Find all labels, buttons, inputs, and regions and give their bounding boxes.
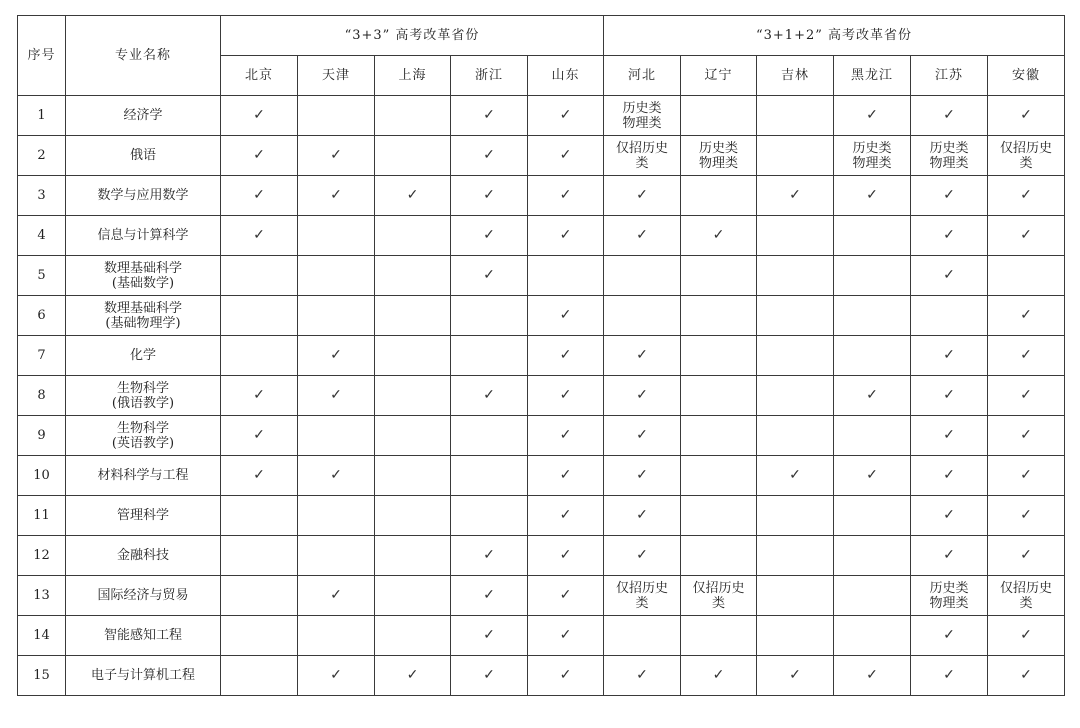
table-row xyxy=(18,376,1065,416)
table-row xyxy=(18,216,1065,256)
province-cell: 仅招历史 类 xyxy=(988,136,1065,176)
check-mark-icon: ✓ xyxy=(221,416,298,456)
check-mark-icon: ✓ xyxy=(911,256,988,296)
check-mark-icon: ✓ xyxy=(451,576,528,616)
check-mark-icon: ✓ xyxy=(988,656,1065,696)
check-mark-icon: ✓ xyxy=(298,136,375,176)
table-row xyxy=(18,536,1065,576)
province-cell xyxy=(757,96,834,136)
province-cell xyxy=(375,416,451,456)
header-province: 辽宁 xyxy=(681,56,757,96)
check-mark-icon: ✓ xyxy=(451,616,528,656)
check-mark-icon: ✓ xyxy=(221,96,298,136)
check-mark-icon: ✓ xyxy=(834,376,911,416)
province-cell xyxy=(451,336,528,376)
province-cell xyxy=(681,376,757,416)
row-number: 5 xyxy=(18,256,66,296)
row-number: 15 xyxy=(18,656,66,696)
province-cell xyxy=(757,296,834,336)
header-province: 江苏 xyxy=(911,56,988,96)
province-cell: 历史类 物理类 xyxy=(834,136,911,176)
check-mark-icon: ✓ xyxy=(911,536,988,576)
check-mark-icon: ✓ xyxy=(221,456,298,496)
check-mark-icon: ✓ xyxy=(757,176,834,216)
check-mark-icon: ✓ xyxy=(911,176,988,216)
province-cell xyxy=(757,256,834,296)
province-cell xyxy=(834,536,911,576)
row-number: 14 xyxy=(18,616,66,656)
province-cell xyxy=(681,176,757,216)
header-province: 天津 xyxy=(298,56,375,96)
province-cell xyxy=(375,376,451,416)
province-cell xyxy=(221,656,298,696)
check-mark-icon: ✓ xyxy=(757,656,834,696)
province-cell xyxy=(834,416,911,456)
check-mark-icon: ✓ xyxy=(528,336,604,376)
province-cell xyxy=(221,536,298,576)
province-cell xyxy=(375,456,451,496)
row-number: 2 xyxy=(18,136,66,176)
table-row xyxy=(18,176,1065,216)
header-group-3-3: “3+3” 高考改革省份 xyxy=(221,16,604,56)
province-cell xyxy=(221,496,298,536)
major-admission-table xyxy=(17,15,1065,696)
province-cell xyxy=(681,456,757,496)
province-cell: 历史类 物理类 xyxy=(604,96,681,136)
check-mark-icon: ✓ xyxy=(604,216,681,256)
province-cell xyxy=(834,616,911,656)
province-cell xyxy=(681,536,757,576)
check-mark-icon: ✓ xyxy=(988,176,1065,216)
province-cell: 历史类 物理类 xyxy=(681,136,757,176)
table-row xyxy=(18,576,1065,616)
check-mark-icon: ✓ xyxy=(757,456,834,496)
check-mark-icon: ✓ xyxy=(528,656,604,696)
header-group-3-1-2: “3+1+2” 高考改革省份 xyxy=(604,16,1065,56)
check-mark-icon: ✓ xyxy=(834,176,911,216)
check-mark-icon: ✓ xyxy=(988,216,1065,256)
province-cell xyxy=(604,256,681,296)
major-name: 化学 xyxy=(66,336,221,376)
check-mark-icon: ✓ xyxy=(221,136,298,176)
province-cell xyxy=(298,256,375,296)
province-cell xyxy=(757,616,834,656)
check-mark-icon: ✓ xyxy=(451,656,528,696)
check-mark-icon: ✓ xyxy=(988,376,1065,416)
header-province: 黑龙江 xyxy=(834,56,911,96)
province-cell xyxy=(375,336,451,376)
province-cell xyxy=(681,256,757,296)
check-mark-icon: ✓ xyxy=(988,616,1065,656)
check-mark-icon: ✓ xyxy=(298,176,375,216)
check-mark-icon: ✓ xyxy=(528,96,604,136)
row-number: 12 xyxy=(18,536,66,576)
check-mark-icon: ✓ xyxy=(604,656,681,696)
check-mark-icon: ✓ xyxy=(911,656,988,696)
major-name: 智能感知工程 xyxy=(66,616,221,656)
province-cell: 历史类 物理类 xyxy=(911,576,988,616)
province-cell xyxy=(375,96,451,136)
check-mark-icon: ✓ xyxy=(604,176,681,216)
major-name: 数学与应用数学 xyxy=(66,176,221,216)
province-cell xyxy=(298,616,375,656)
province-cell xyxy=(298,496,375,536)
check-mark-icon: ✓ xyxy=(988,96,1065,136)
table-row xyxy=(18,616,1065,656)
province-cell xyxy=(988,256,1065,296)
check-mark-icon: ✓ xyxy=(604,536,681,576)
check-mark-icon: ✓ xyxy=(451,96,528,136)
province-cell xyxy=(604,616,681,656)
header-seq: 序号 xyxy=(18,16,66,96)
province-cell xyxy=(221,616,298,656)
check-mark-icon: ✓ xyxy=(221,176,298,216)
check-mark-icon: ✓ xyxy=(604,496,681,536)
table-row xyxy=(18,336,1065,376)
check-mark-icon: ✓ xyxy=(528,536,604,576)
row-number: 13 xyxy=(18,576,66,616)
table-row xyxy=(18,416,1065,456)
province-cell xyxy=(298,536,375,576)
row-number: 4 xyxy=(18,216,66,256)
check-mark-icon: ✓ xyxy=(451,376,528,416)
header-province: 山东 xyxy=(528,56,604,96)
province-cell xyxy=(221,256,298,296)
check-mark-icon: ✓ xyxy=(298,656,375,696)
province-cell xyxy=(375,496,451,536)
province-cell xyxy=(375,536,451,576)
header-province: 浙江 xyxy=(451,56,528,96)
province-cell xyxy=(298,416,375,456)
major-name: 管理科学 xyxy=(66,496,221,536)
table-row xyxy=(18,136,1065,176)
check-mark-icon: ✓ xyxy=(911,216,988,256)
major-name: 国际经济与贸易 xyxy=(66,576,221,616)
province-cell xyxy=(221,336,298,376)
province-cell xyxy=(834,496,911,536)
province-cell xyxy=(757,376,834,416)
header-province: 安徽 xyxy=(988,56,1065,96)
check-mark-icon: ✓ xyxy=(451,136,528,176)
province-cell xyxy=(681,96,757,136)
province-cell xyxy=(757,416,834,456)
major-name: 经济学 xyxy=(66,96,221,136)
major-name: 电子与计算机工程 xyxy=(66,656,221,696)
check-mark-icon: ✓ xyxy=(298,376,375,416)
check-mark-icon: ✓ xyxy=(604,336,681,376)
check-mark-icon: ✓ xyxy=(604,456,681,496)
province-cell xyxy=(451,416,528,456)
check-mark-icon: ✓ xyxy=(298,576,375,616)
province-cell: 仅招历史 类 xyxy=(604,576,681,616)
province-cell xyxy=(604,296,681,336)
province-cell xyxy=(757,216,834,256)
check-mark-icon: ✓ xyxy=(528,496,604,536)
province-cell xyxy=(834,256,911,296)
major-name: 数理基础科学 (基础数学) xyxy=(66,256,221,296)
check-mark-icon: ✓ xyxy=(911,416,988,456)
check-mark-icon: ✓ xyxy=(834,96,911,136)
province-cell xyxy=(375,216,451,256)
row-number: 11 xyxy=(18,496,66,536)
province-cell xyxy=(757,536,834,576)
check-mark-icon: ✓ xyxy=(528,216,604,256)
check-mark-icon: ✓ xyxy=(451,256,528,296)
check-mark-icon: ✓ xyxy=(451,216,528,256)
province-cell xyxy=(681,496,757,536)
check-mark-icon: ✓ xyxy=(911,336,988,376)
province-cell xyxy=(757,136,834,176)
header-province: 北京 xyxy=(221,56,298,96)
check-mark-icon: ✓ xyxy=(375,176,451,216)
table-row xyxy=(18,96,1065,136)
check-mark-icon: ✓ xyxy=(528,576,604,616)
province-cell: 仅招历史 类 xyxy=(988,576,1065,616)
major-name: 信息与计算科学 xyxy=(66,216,221,256)
province-cell: 仅招历史 类 xyxy=(681,576,757,616)
check-mark-icon: ✓ xyxy=(604,416,681,456)
province-cell xyxy=(451,296,528,336)
check-mark-icon: ✓ xyxy=(911,96,988,136)
province-cell xyxy=(834,216,911,256)
check-mark-icon: ✓ xyxy=(834,656,911,696)
check-mark-icon: ✓ xyxy=(528,376,604,416)
table-row xyxy=(18,656,1065,696)
province-cell xyxy=(375,296,451,336)
check-mark-icon: ✓ xyxy=(604,376,681,416)
row-number: 10 xyxy=(18,456,66,496)
province-cell xyxy=(298,296,375,336)
province-cell xyxy=(528,256,604,296)
province-cell xyxy=(221,576,298,616)
check-mark-icon: ✓ xyxy=(834,456,911,496)
province-cell xyxy=(298,216,375,256)
check-mark-icon: ✓ xyxy=(911,616,988,656)
province-cell xyxy=(681,616,757,656)
check-mark-icon: ✓ xyxy=(528,416,604,456)
check-mark-icon: ✓ xyxy=(988,296,1065,336)
header-province: 吉林 xyxy=(757,56,834,96)
province-cell xyxy=(375,256,451,296)
header-province: 河北 xyxy=(604,56,681,96)
province-cell xyxy=(757,336,834,376)
province-cell xyxy=(375,576,451,616)
table-body xyxy=(18,96,1065,696)
province-cell xyxy=(451,456,528,496)
province-cell xyxy=(681,416,757,456)
province-cell: 历史类 物理类 xyxy=(911,136,988,176)
province-cell xyxy=(757,576,834,616)
major-name: 金融科技 xyxy=(66,536,221,576)
check-mark-icon: ✓ xyxy=(528,296,604,336)
check-mark-icon: ✓ xyxy=(298,456,375,496)
province-cell xyxy=(375,136,451,176)
check-mark-icon: ✓ xyxy=(528,456,604,496)
province-cell xyxy=(221,296,298,336)
province-cell xyxy=(681,336,757,376)
check-mark-icon: ✓ xyxy=(988,336,1065,376)
check-mark-icon: ✓ xyxy=(221,216,298,256)
table-row xyxy=(18,256,1065,296)
row-number: 3 xyxy=(18,176,66,216)
table-container xyxy=(17,15,1065,696)
check-mark-icon: ✓ xyxy=(681,216,757,256)
check-mark-icon: ✓ xyxy=(451,536,528,576)
province-cell xyxy=(834,336,911,376)
row-number: 6 xyxy=(18,296,66,336)
check-mark-icon: ✓ xyxy=(528,176,604,216)
row-number: 8 xyxy=(18,376,66,416)
major-name: 生物科学 (英语教学) xyxy=(66,416,221,456)
table-row xyxy=(18,456,1065,496)
header-major-name: 专业名称 xyxy=(66,16,221,96)
check-mark-icon: ✓ xyxy=(988,416,1065,456)
major-name: 生物科学 (俄语教学) xyxy=(66,376,221,416)
check-mark-icon: ✓ xyxy=(375,656,451,696)
major-name: 俄语 xyxy=(66,136,221,176)
table-row xyxy=(18,296,1065,336)
check-mark-icon: ✓ xyxy=(988,496,1065,536)
province-cell xyxy=(375,616,451,656)
province-cell xyxy=(834,296,911,336)
province-cell xyxy=(757,496,834,536)
table-row xyxy=(18,496,1065,536)
check-mark-icon: ✓ xyxy=(681,656,757,696)
check-mark-icon: ✓ xyxy=(911,496,988,536)
check-mark-icon: ✓ xyxy=(988,456,1065,496)
province-cell xyxy=(298,96,375,136)
check-mark-icon: ✓ xyxy=(528,616,604,656)
check-mark-icon: ✓ xyxy=(911,456,988,496)
province-cell xyxy=(681,296,757,336)
check-mark-icon: ✓ xyxy=(988,536,1065,576)
province-cell: 仅招历史 类 xyxy=(604,136,681,176)
row-number: 1 xyxy=(18,96,66,136)
row-number: 7 xyxy=(18,336,66,376)
province-cell xyxy=(451,496,528,536)
province-cell xyxy=(911,296,988,336)
major-name: 材料科学与工程 xyxy=(66,456,221,496)
check-mark-icon: ✓ xyxy=(451,176,528,216)
row-number: 9 xyxy=(18,416,66,456)
check-mark-icon: ✓ xyxy=(911,376,988,416)
check-mark-icon: ✓ xyxy=(298,336,375,376)
header-province: 上海 xyxy=(375,56,451,96)
province-cell xyxy=(834,576,911,616)
check-mark-icon: ✓ xyxy=(221,376,298,416)
major-name: 数理基础科学 (基础物理学) xyxy=(66,296,221,336)
check-mark-icon: ✓ xyxy=(528,136,604,176)
